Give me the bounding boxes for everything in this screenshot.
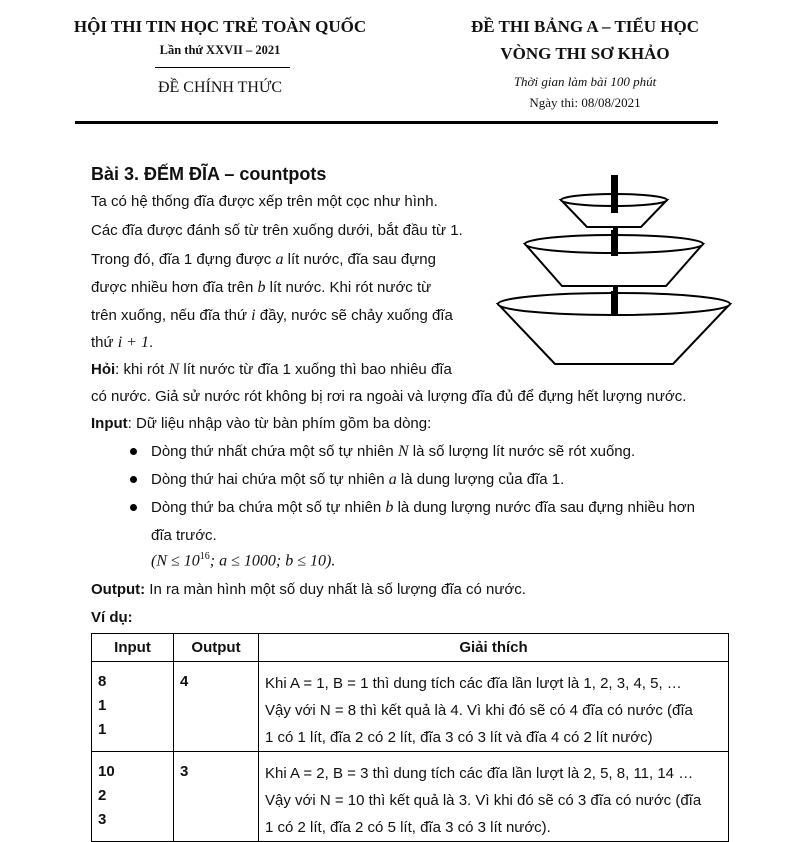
example-label: Ví dụ: (91, 609, 133, 626)
bullet-line-3: Dòng thứ ba chứa một số tự nhiên b là dung lượng nước đĩa sau đựng nhiều hơn (151, 499, 695, 516)
official-label: ĐỀ CHÍNH THỨC (157, 79, 283, 96)
example-table (91, 633, 729, 842)
table-row (92, 662, 729, 752)
row-explanation: Khi A = 2, B = 3 thì dung tích các đĩa lần lượt là 2, 5, 8, 11, 14 … Vậy với N = 10 thì kết quả là 3. Vì khi đó sẽ có 3 đĩa có nước (đĩa 1 có 2 lít, đĩa 2 có 5 lít, đĩa 3 có 3 lít nước). (259, 752, 729, 842)
table-header-row (92, 634, 729, 662)
intro-line-6: thứ i + 1. (91, 334, 154, 351)
exam-round: VÒNG THI SƠ KHẢO (500, 44, 670, 63)
header-explain: Giải thích (259, 634, 729, 662)
header-output: Output (174, 634, 259, 662)
intro-line-4: được nhiều hơn đĩa trên b lít nước. Khi rót nước từ (91, 279, 432, 296)
row-input: 8 1 1 (92, 662, 174, 752)
header-input: Input (92, 634, 174, 662)
stacked-pots-illustration (492, 172, 734, 372)
bullet-dot (130, 448, 137, 455)
bullet-dot (130, 504, 137, 511)
contest-edition: Lần thứ XXVII – 2021 (159, 43, 281, 57)
header-divider (155, 67, 290, 68)
bullet-line-1: Dòng thứ nhất chứa một số tự nhiên N là số lượng lít nước sẽ rót xuống. (151, 443, 636, 460)
bullet-line-3-cont: đĩa trước. (151, 527, 217, 544)
pole-segment-low (611, 291, 618, 315)
row-explanation: Khi A = 1, B = 1 thì dung tích các đĩa lần lượt là 1, 2, 3, 4, 5, … Vậy với N = 8 thì kết quả là 4. Vì khi đó sẽ có 4 đĩa có nước (đĩa 1 có 1 lít, đĩa 2 có 2 lít, đĩa 3 có 3 lít và đĩa 4 có 2 lít nước) (259, 662, 729, 752)
row-output: 3 (174, 752, 259, 842)
input-description: Input: Dữ liệu nhập vào từ bàn phím gồm ba dòng: (91, 415, 432, 432)
exam-date: Ngày thi: 08/08/2021 (529, 95, 641, 110)
intro-line-3: Trong đó, đĩa 1 đựng được a lít nước, đĩa sau đựng (91, 251, 436, 268)
output-description: Output: In ra màn hình một số duy nhất là số lượng đĩa có nước. (91, 581, 526, 598)
intro-line-1: Ta có hệ thống đĩa được xếp trên một cọc như hình. (91, 193, 438, 210)
header-rule (75, 121, 718, 124)
contest-name: HỘI THI TIN HỌC TRẺ TOÀN QUỐC (73, 17, 367, 36)
table-row (92, 752, 729, 842)
exam-duration: Thời gian làm bài 100 phút (513, 74, 657, 89)
pole-segment-mid (611, 230, 618, 256)
problem-title: Bài 3. ĐẾM ĐĨA – countpots (91, 164, 327, 184)
row-input: 10 2 3 (92, 752, 174, 842)
question-line-1: Hỏi: khi rót N lít nước từ đĩa 1 xuống thì bao nhiêu đĩa (91, 361, 452, 378)
row-output: 4 (174, 662, 259, 752)
intro-line-5: trên xuống, nếu đĩa thứ i đầy, nước sẽ chảy xuống đĩa (91, 307, 453, 324)
bullet-dot (130, 476, 137, 483)
exam-title: ĐỀ THI BẢNG A – TIỂU HỌC (471, 17, 699, 36)
intro-line-2: Các đĩa được đánh số từ trên xuống dưới, bắt đầu từ 1. (91, 222, 463, 239)
pole-segment-top (611, 175, 618, 213)
constraint-formula: ($N \le 10^{16}$; a ≤ 1000; b ≤ 10). (151, 551, 336, 570)
bullet-line-2: Dòng thứ hai chứa một số tự nhiên a là dung lượng của đĩa 1. (151, 471, 565, 488)
question-line-2: có nước. Giả sử nước rót không bị rơi ra ngoài và lượng đĩa đủ để đựng hết lượng nước. (91, 388, 687, 405)
